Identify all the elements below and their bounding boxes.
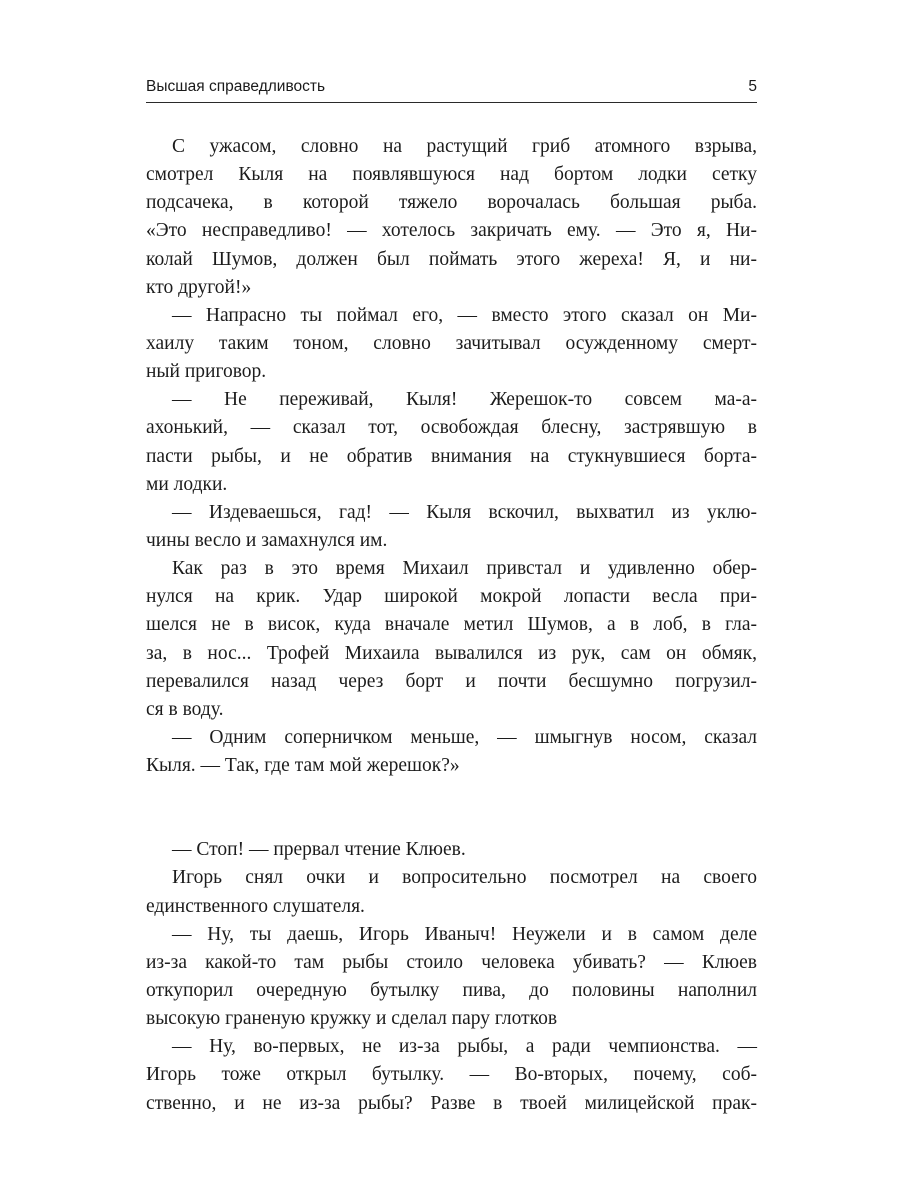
text-line: чины весло и замахнулся им.	[146, 529, 388, 551]
text-line: пасти рыбы, и не обратив внимания на стукнувшиеся борта-	[146, 445, 757, 467]
text-line: нулся на крик. Удар широкой мокрой лопасти весла при-	[146, 586, 757, 608]
text-line: Игорь тоже открыл бутылку. — Во-вторых, почему, соб-	[146, 1064, 757, 1086]
text-line: за, в нос... Трофей Михаила вывалился из рук, сам он обмяк,	[146, 642, 757, 664]
text-line: смотрел Кыля на появлявшуюся над бортом лодки сетку	[146, 164, 757, 186]
text-line: из-за какой-то там рыбы стоило человека убивать? — Клюев	[146, 951, 757, 973]
text-line: ахонький, — сказал тот, освобождая блесну, застрявшую в	[146, 417, 757, 439]
text-line: ный приговор.	[146, 361, 267, 383]
text-line: Как раз в это время Михаил привстал и удивленно обер-	[172, 558, 757, 580]
text-section-story	[146, 133, 757, 780]
text-line: подсачека, в которой тяжело ворочалась большая рыба.	[146, 192, 757, 214]
text-line: откупорил очередную бутылку пива, до половины наполнил	[146, 979, 757, 1001]
text-line: высокую граненую кружку и сделал пару глотков	[146, 1008, 558, 1030]
text-section-dialogue	[146, 836, 757, 1117]
text-line: ми лодки.	[146, 473, 228, 495]
text-line: Кыля. — Так, где там мой жерешок?»	[146, 755, 460, 777]
text-line: хаилу таким тоном, словно зачитывал осужденному смерт-	[146, 332, 757, 354]
running-title: Высшая справедливость	[146, 78, 326, 95]
section-break	[146, 780, 757, 836]
text-line: Игорь снял очки и вопросительно посмотрел на своего	[172, 867, 757, 889]
text-line: С ужасом, словно на растущий гриб атомного взрыва,	[172, 136, 757, 157]
text-line: — Напрасно ты поймал его, — вместо этого сказал он Ми-	[172, 304, 757, 326]
text-line: перевалился назад через борт и почти бесшумно погрузил-	[146, 670, 757, 692]
running-header	[146, 76, 757, 103]
text-line: — Одним соперничком меньше, — шмыгнув носом, сказал	[172, 726, 757, 748]
text-line: — Издеваешься, гад! — Кыля вскочил, выхватил из уклю-	[172, 501, 757, 523]
page-body	[146, 133, 757, 1118]
page-number: 5	[748, 78, 757, 95]
text-line: — Ну, во-первых, не из-за рыбы, а ради чемпионства. —	[172, 1036, 757, 1058]
text-line: ственно, и не из-за рыбы? Разве в твоей милицейской прак-	[146, 1092, 757, 1114]
text-line: кто другой!»	[146, 276, 252, 298]
text-line: колай Шумов, должен был поймать этого жереха! Я, и ни-	[146, 248, 757, 270]
text-line: — Стоп! — прервал чтение Клюев.	[172, 839, 466, 861]
text-line: «Это несправедливо! — хотелось закричать ему. — Это я, Ни-	[146, 220, 757, 242]
text-line: ся в воду.	[146, 698, 224, 720]
text-line: — Не переживай, Кыля! Жерешок-то совсем ма-а-	[172, 389, 757, 411]
text-line: — Ну, ты даешь, Игорь Иваныч! Неужели и в самом деле	[172, 923, 757, 945]
text-line: шелся не в висок, куда вначале метил Шумов, а в лоб, в гла-	[146, 614, 757, 636]
text-line: единственного слушателя.	[146, 895, 365, 917]
